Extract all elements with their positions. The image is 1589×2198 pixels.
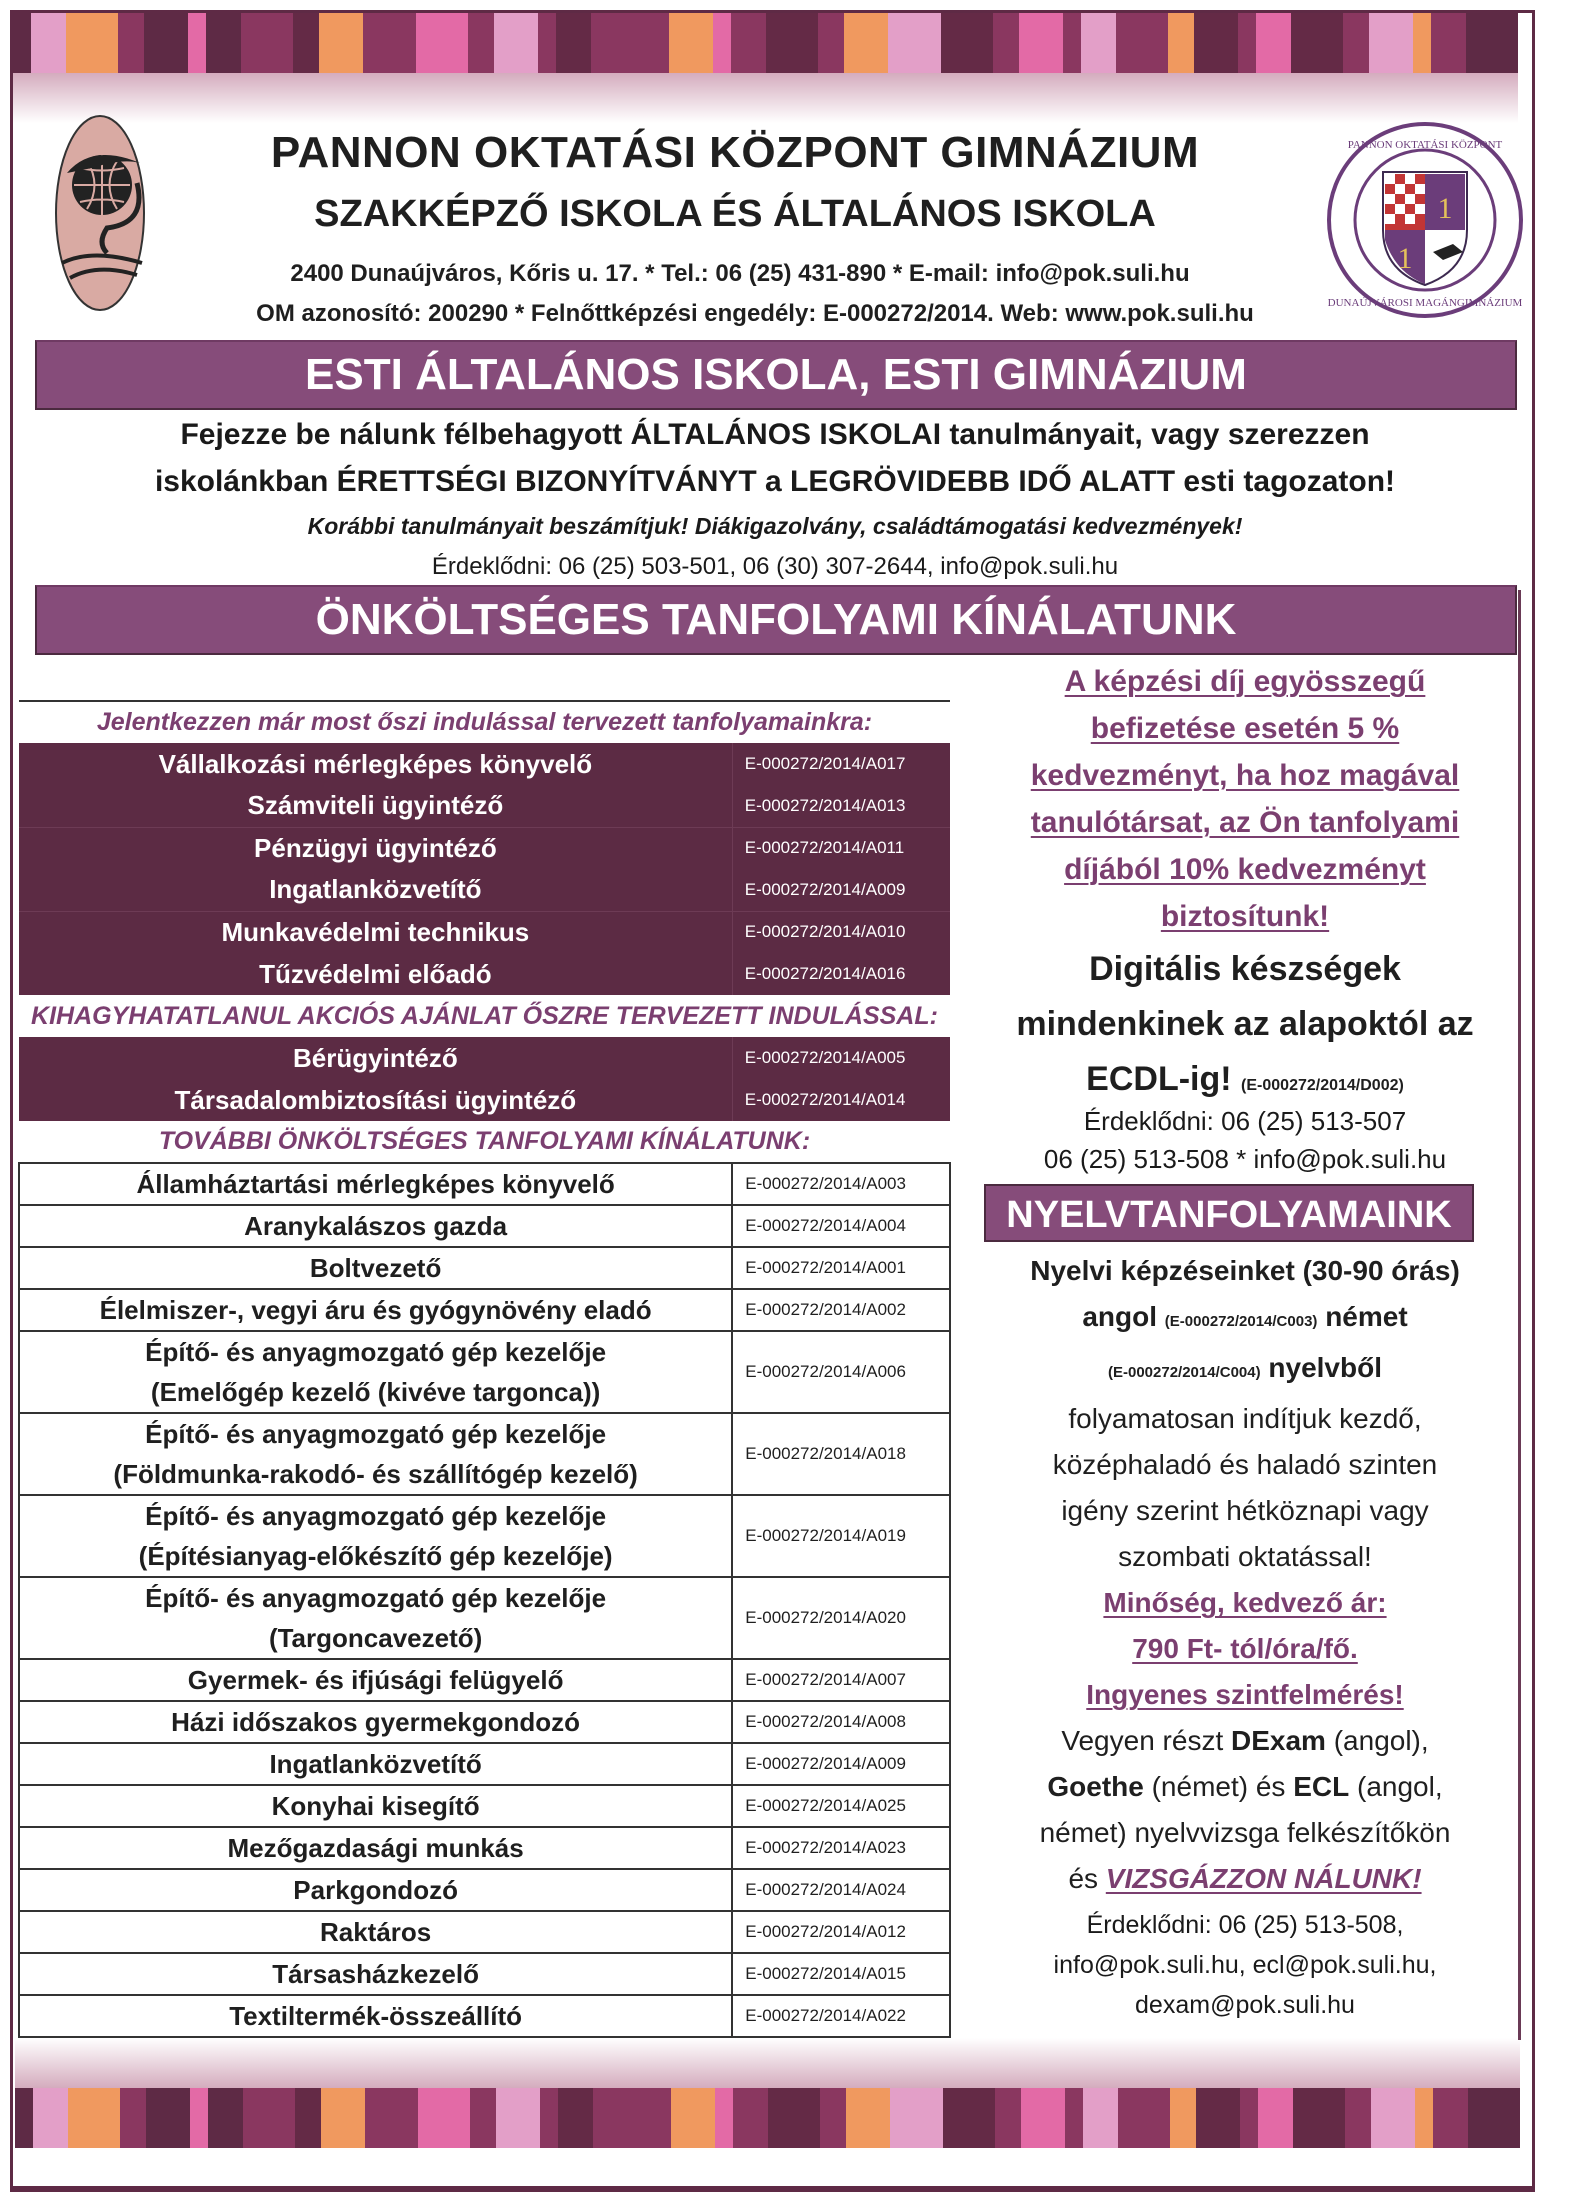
course-name — [19, 785, 732, 827]
digital-code: (E-000272/2014/D002) — [1241, 1077, 1404, 1094]
course-row — [19, 1743, 950, 1785]
lang-price: 790 Ft- tól/óra/fő. — [1132, 1633, 1358, 1664]
evening-contact: Érdeklődni: 06 (25) 503-501, 06 (30) 307-2644, info@pok.suli.hu — [431, 553, 1119, 580]
discount-promo — [975, 658, 1515, 940]
course-license-code: E-000272/2014/A025 — [732, 1785, 950, 1827]
stripe-band — [733, 2088, 768, 2148]
stripe-band — [295, 2088, 321, 2148]
course-name — [19, 1953, 732, 1995]
course-section-header — [19, 995, 950, 1037]
course-name — [19, 1701, 732, 1743]
stripe-band — [383, 2088, 418, 2148]
course-name-line: Munkavédelmi technikus — [221, 916, 530, 947]
stripe-band — [1116, 13, 1169, 73]
language-contact — [975, 1905, 1515, 2025]
stripe-band — [1019, 13, 1063, 73]
digital-line2: mindenkinek az alapoktól az — [1016, 1005, 1474, 1043]
course-name-detail: (Földmunka-rakodó- és szállítógép kezelő) — [113, 1459, 638, 1489]
stripe-band — [715, 2088, 733, 2148]
course-license-code: E-000272/2014/A020 — [732, 1577, 950, 1659]
stripe-band — [188, 13, 206, 73]
course-license-code: E-000272/2014/A004 — [732, 1205, 950, 1247]
course-name-line: Ingatlanközvetítő — [269, 874, 482, 905]
stripe-band — [1256, 13, 1291, 73]
course-row — [19, 1163, 950, 1205]
course-name — [19, 1247, 732, 1289]
stripe-band — [13, 13, 31, 73]
language-section — [975, 1248, 1515, 1902]
stripe-band — [1345, 2088, 1371, 2148]
course-name-line: Társasházkezelő — [272, 1959, 479, 1989]
course-row — [19, 1205, 950, 1247]
stripe-band — [818, 13, 844, 73]
course-name — [19, 1079, 732, 1121]
lang-english-code: (E-000272/2014/C003) — [1164, 1313, 1318, 1330]
promo-line: kedvezményt, ha hoz magával — [1030, 759, 1460, 792]
course-row — [19, 1659, 950, 1701]
course-name-line: Tűzvédelmi előadó — [259, 958, 492, 989]
course-license-code: E-000272/2014/A016 — [732, 953, 950, 995]
stripe-band — [906, 13, 941, 73]
course-name-detail: (Emelőgép kezelő (kivéve targonca)) — [150, 1377, 601, 1407]
stripe-band — [556, 13, 591, 73]
school-om-line: OM azonosító: 200290 * Felnőttképzési engedély: E-000272/2014. Web: www.pok.suli.hu — [256, 300, 1254, 327]
course-license-code: E-000272/2014/A013 — [732, 785, 950, 827]
course-name — [19, 1827, 732, 1869]
course-row — [19, 1413, 950, 1495]
evening-school-banner: ESTI ÁLTALÁNOS ISKOLA, ESTI GIMNÁZIUM — [35, 340, 1517, 410]
course-name — [19, 827, 732, 869]
language-courses-banner: NYELVTANFOLYAMAINK — [984, 1184, 1474, 1242]
stripe-band — [1238, 13, 1256, 73]
course-name-line: Raktáros — [319, 1917, 432, 1947]
course-name — [19, 1413, 732, 1495]
promo-line: A képzési díj egyösszegű — [1064, 665, 1426, 698]
promo-line: tanulótársat, az Ön tanfolyami — [1030, 806, 1460, 839]
course-table — [18, 700, 951, 2038]
stripe-band — [1415, 2088, 1433, 2148]
course-license-code: E-000272/2014/A019 — [732, 1495, 950, 1577]
lang-german-code: (E-000272/2014/C004) — [1108, 1364, 1261, 1381]
digital-contact — [975, 1102, 1515, 1178]
lang-exam-cta: VIZSGÁZZON NÁLUNK! — [1105, 1863, 1422, 1894]
course-name-line: Gyermek- és ifjúsági felügyelő — [187, 1665, 564, 1695]
course-section-title: Jelentkezzen már most őszi indulással tervezett tanfolyamainkra: — [19, 701, 950, 743]
stripe-band — [293, 13, 319, 73]
stripe-band — [846, 2088, 890, 2148]
course-name — [19, 1869, 732, 1911]
course-license-code: E-000272/2014/A007 — [732, 1659, 950, 1701]
course-row — [19, 1953, 950, 1995]
course-license-code: E-000272/2014/A024 — [732, 1869, 950, 1911]
stripe-band — [1433, 2088, 1468, 2148]
course-row — [19, 869, 950, 911]
course-name-line: Pénzügyi ügyintéző — [254, 832, 497, 863]
stripe-band — [558, 2088, 593, 2148]
course-license-code: E-000272/2014/A023 — [732, 1827, 950, 1869]
evening-benefits: Korábbi tanulmányait beszámítjuk! Diákigazolvány, családtámogatási kedvezmények! — [307, 513, 1243, 539]
stripe-band — [645, 2088, 671, 2148]
stripe-band — [1083, 2088, 1118, 2148]
course-row — [19, 1785, 950, 1827]
course-name-line: Ingatlanközvetítő — [269, 1749, 482, 1779]
stripe-band — [941, 13, 994, 73]
stripe-band — [1063, 13, 1081, 73]
course-name — [19, 1331, 732, 1413]
digital-line3: ECDL-ig! — [1086, 1060, 1232, 1098]
digital-skills-section — [975, 942, 1515, 1113]
lang-exam-es: és — [1068, 1863, 1099, 1894]
lang-english: angol — [1082, 1301, 1158, 1332]
stripe-band — [144, 13, 188, 73]
courses-banner: ÖNKÖLTSÉGES TANFOLYAMI KÍNÁLATUNK — [35, 585, 1517, 655]
course-license-code: E-000272/2014/A006 — [732, 1331, 950, 1413]
stripe-band — [1258, 2088, 1293, 2148]
lang-free-test: Ingyenes szintfelmérés! — [1086, 1679, 1404, 1710]
course-license-code: E-000272/2014/A009 — [732, 1743, 950, 1785]
course-name-line: Államháztartási mérlegképes könyvelő — [136, 1169, 615, 1199]
stripe-band — [68, 2088, 121, 2148]
stripe-band — [908, 2088, 943, 2148]
stripe-band — [1369, 13, 1413, 73]
stripe-band — [669, 13, 713, 73]
digital-contact-email: 06 (25) 513-508 * info@pok.suli.hu — [1043, 1144, 1447, 1174]
school-name: PANNON OKTATÁSI KÖZPONT GIMNÁZIUM — [270, 128, 1200, 177]
stripe-band — [470, 2088, 496, 2148]
course-name-detail: (Építésianyag-előkészítő gép kezelője) — [138, 1541, 613, 1571]
decorative-stripes-top — [13, 13, 1518, 73]
stripe-band — [190, 2088, 208, 2148]
course-name — [19, 743, 732, 785]
lang-line7: szombati oktatással! — [1118, 1541, 1372, 1572]
stripe-band — [416, 13, 469, 73]
stripe-band — [206, 13, 241, 73]
course-license-code: E-000272/2014/A009 — [732, 869, 950, 911]
course-name-line: Építő- és anyagmozgató gép kezelője — [145, 1337, 607, 1367]
course-license-code: E-000272/2014/A017 — [732, 743, 950, 785]
course-row — [19, 911, 950, 953]
course-name-line: Aranykalászos gazda — [244, 1211, 508, 1241]
stripe-band — [381, 13, 416, 73]
course-license-code: E-000272/2014/A001 — [732, 1247, 950, 1289]
stripe-band — [319, 13, 363, 73]
course-license-code: E-000272/2014/A005 — [732, 1037, 950, 1079]
stripe-band — [363, 13, 381, 73]
lang-contact-dexam: dexam@pok.suli.hu — [1135, 1991, 1355, 2019]
stripe-band — [1170, 2088, 1196, 2148]
lang-german: német — [1325, 1301, 1408, 1332]
crest-ring-bottom: DUNAÚJVÁROSI MAGÁNGIMNÁZIUM — [1327, 297, 1523, 309]
course-row — [19, 743, 950, 785]
stripe-band — [418, 2088, 471, 2148]
stripe-band — [713, 13, 731, 73]
stripe-band — [1343, 13, 1369, 73]
course-row — [19, 1289, 950, 1331]
crest-ring-top: PANNON OKTATÁSI KÖZPONT — [1347, 139, 1503, 151]
course-section-header — [19, 1121, 950, 1163]
lang-line6: igény szerint hétköznapi vagy — [1061, 1495, 1429, 1526]
lang-exam-line3: német) nyelvvizsga felkészítőkön — [1039, 1817, 1451, 1848]
evening-intro-line2: iskolánkban ÉRETTSÉGI BIZONYÍTVÁNYT a LEGRÖVIDEBB IDŐ ALATT esti tagozaton! — [154, 465, 1396, 498]
stripe-band — [31, 13, 66, 73]
lang-goethe-lang: (német) és — [1151, 1771, 1286, 1802]
lang-exam-pre: Vegyen részt — [1061, 1725, 1224, 1756]
lang-ecl-lang: (angol, — [1357, 1771, 1443, 1802]
lang-ecl: ECL — [1293, 1771, 1350, 1802]
stripe-band — [844, 13, 888, 73]
stripe-band — [321, 2088, 365, 2148]
stripe-band — [1168, 13, 1194, 73]
stripe-band — [241, 13, 294, 73]
lang-nyelvbol: nyelvből — [1268, 1352, 1382, 1383]
course-row — [19, 1495, 950, 1577]
course-license-code: E-000272/2014/A022 — [732, 1995, 950, 2037]
course-name-line: Textiltermék-összeállító — [229, 2001, 523, 2031]
course-row — [19, 1577, 950, 1659]
course-row — [19, 1869, 950, 1911]
course-name — [19, 1911, 732, 1953]
stripe-band — [1371, 2088, 1415, 2148]
stripe-band — [643, 13, 669, 73]
course-row — [19, 1995, 950, 2037]
stripe-band — [1118, 2088, 1171, 2148]
course-license-code: E-000272/2014/A015 — [732, 1953, 950, 1995]
course-name — [19, 1659, 732, 1701]
stripe-band — [1466, 13, 1519, 73]
stripe-band — [888, 13, 906, 73]
course-name — [19, 1205, 732, 1247]
course-name — [19, 1289, 732, 1331]
stripe-band — [593, 2088, 646, 2148]
course-name — [19, 1495, 732, 1577]
lang-line4: folyamatosan indítjuk kezdő, — [1068, 1403, 1422, 1434]
stripe-band — [1468, 2088, 1521, 2148]
stripe-band — [146, 2088, 190, 2148]
stripe-band — [1194, 13, 1238, 73]
stripe-band — [118, 13, 144, 73]
stripe-band — [943, 2088, 996, 2148]
course-license-code: E-000272/2014/A003 — [732, 1163, 950, 1205]
course-section-title: KIHAGYHATATLANUL AKCIÓS AJÁNLAT ŐSZRE TERVEZETT INDULÁSSAL: — [19, 995, 950, 1037]
school-crest-icon — [1325, 120, 1525, 320]
course-name-line: Számviteli ügyintéző — [247, 790, 504, 821]
course-name-line: Társadalombiztosítási ügyintéző — [174, 1084, 577, 1115]
stripe-band — [120, 2088, 146, 2148]
course-row — [19, 827, 950, 869]
stripe-band — [1065, 2088, 1083, 2148]
stripe-reflection-bottom — [15, 2038, 1520, 2088]
stripe-band — [243, 2088, 296, 2148]
lang-dexam: DExam — [1231, 1725, 1326, 1756]
stripe-band — [766, 13, 819, 73]
stripe-band — [540, 2088, 558, 2148]
course-row — [19, 953, 950, 995]
course-license-code: E-000272/2014/A010 — [732, 911, 950, 953]
stripe-band — [15, 2088, 33, 2148]
right-border-line — [1518, 590, 1521, 2040]
course-name — [19, 1995, 732, 2037]
stripe-band — [1196, 2088, 1240, 2148]
course-name-line: Vállalkozási mérlegképes könyvelő — [158, 748, 593, 779]
digital-line1: Digitális készségek — [1089, 950, 1401, 988]
stripe-band — [365, 2088, 383, 2148]
stripe-band — [820, 2088, 846, 2148]
lang-dexam-lang: (angol), — [1333, 1725, 1429, 1756]
course-name — [19, 1577, 732, 1659]
stripe-band — [1291, 13, 1344, 73]
course-name — [19, 953, 732, 995]
course-row — [19, 1037, 950, 1079]
course-row — [19, 785, 950, 827]
stripe-band — [890, 2088, 908, 2148]
stripe-band — [1431, 13, 1466, 73]
stripe-band — [66, 13, 119, 73]
course-row — [19, 1701, 950, 1743]
course-license-code: E-000272/2014/A008 — [732, 1701, 950, 1743]
stripe-band — [995, 2088, 1021, 2148]
course-row — [19, 1247, 950, 1289]
stripe-band — [208, 2088, 243, 2148]
lang-contact-emails: info@pok.suli.hu, ecl@pok.suli.hu, — [1053, 1951, 1437, 1979]
course-license-code: E-000272/2014/A011 — [732, 827, 950, 869]
promo-line: biztosítunk! — [1160, 900, 1330, 933]
stripe-band — [1021, 2088, 1065, 2148]
lang-quality: Minőség, kedvező ár: — [1103, 1587, 1387, 1618]
stripe-band — [591, 13, 644, 73]
course-name-line: Parkgondozó — [293, 1875, 458, 1905]
course-name — [19, 911, 732, 953]
stripe-band — [731, 13, 766, 73]
decorative-stripes-bottom — [15, 2088, 1520, 2148]
course-name — [19, 1163, 732, 1205]
stripe-band — [494, 13, 538, 73]
stripe-band — [496, 2088, 540, 2148]
course-license-code: E-000272/2014/A002 — [732, 1289, 950, 1331]
course-name-line: Házi időszakos gyermekgondozó — [171, 1707, 581, 1737]
course-name-line: Boltvezető — [309, 1253, 442, 1283]
course-section-title: TOVÁBBI ÖNKÖLTSÉGES TANFOLYAMI KÍNÁLATUNK: — [19, 1121, 950, 1163]
school-subtitle: SZAKKÉPZŐ ISKOLA ÉS ÁLTALÁNOS ISKOLA — [314, 193, 1156, 235]
course-row — [19, 1911, 950, 1953]
digital-contact-phone: Érdeklődni: 06 (25) 513-507 — [1083, 1106, 1407, 1136]
stripe-band — [1240, 2088, 1258, 2148]
stripe-band — [1081, 13, 1116, 73]
course-name-detail: (Targoncavezető) — [268, 1623, 483, 1653]
lang-contact-phone: Érdeklődni: 06 (25) 513-508, — [1086, 1911, 1404, 1939]
promo-line: díjából 10% kedvezményt — [1064, 853, 1426, 886]
stripe-band — [671, 2088, 715, 2148]
stripe-band — [1413, 13, 1431, 73]
stripe-band — [993, 13, 1019, 73]
course-name — [19, 1785, 732, 1827]
lang-goethe: Goethe — [1047, 1771, 1144, 1802]
svg-text:1: 1 — [1437, 192, 1453, 225]
school-address: 2400 Dunaújváros, Kőris u. 17. * Tel.: 06 (25) 431-890 * E-mail: info@pok.suli.hu — [290, 260, 1190, 287]
stripe-reflection-top — [13, 73, 1518, 123]
course-row — [19, 1827, 950, 1869]
course-row — [19, 1079, 950, 1121]
stripe-band — [538, 13, 556, 73]
course-name-line: Építő- és anyagmozgató gép kezelője — [145, 1419, 607, 1449]
stripe-band — [33, 2088, 68, 2148]
course-name — [19, 1743, 732, 1785]
course-row — [19, 1331, 950, 1413]
course-name-line: Konyhai kisegítő — [271, 1791, 480, 1821]
lang-line1: Nyelvi képzéseinket (30-90 órás) — [1030, 1255, 1460, 1286]
course-name-line: Építő- és anyagmozgató gép kezelője — [145, 1583, 607, 1613]
svg-text:1: 1 — [1397, 242, 1413, 275]
evening-intro-line1: Fejezze be nálunk félbehagyott ÁLTALÁNOS ISKOLAI tanulmányait, vagy szerezzen — [180, 418, 1370, 451]
course-name-line: Építő- és anyagmozgató gép kezelője — [145, 1501, 607, 1531]
stripe-band — [468, 13, 494, 73]
course-name-line: Mezőgazdasági munkás — [227, 1833, 524, 1863]
course-name-line: Bérügyintéző — [293, 1042, 458, 1073]
course-name-line: Élelmiszer-, vegyi áru és gyógynövény eladó — [99, 1295, 652, 1325]
course-license-code: E-000272/2014/A018 — [732, 1413, 950, 1495]
lang-line5: középhaladó és haladó szinten — [1052, 1449, 1438, 1480]
course-license-code: E-000272/2014/A012 — [732, 1911, 950, 1953]
stripe-band — [1293, 2088, 1346, 2148]
course-name — [19, 1037, 732, 1079]
course-section-header — [19, 701, 950, 743]
promo-line: befizetése esetén 5 % — [1090, 712, 1400, 745]
stripe-band — [768, 2088, 821, 2148]
course-license-code: E-000272/2014/A014 — [732, 1079, 950, 1121]
course-name — [19, 869, 732, 911]
